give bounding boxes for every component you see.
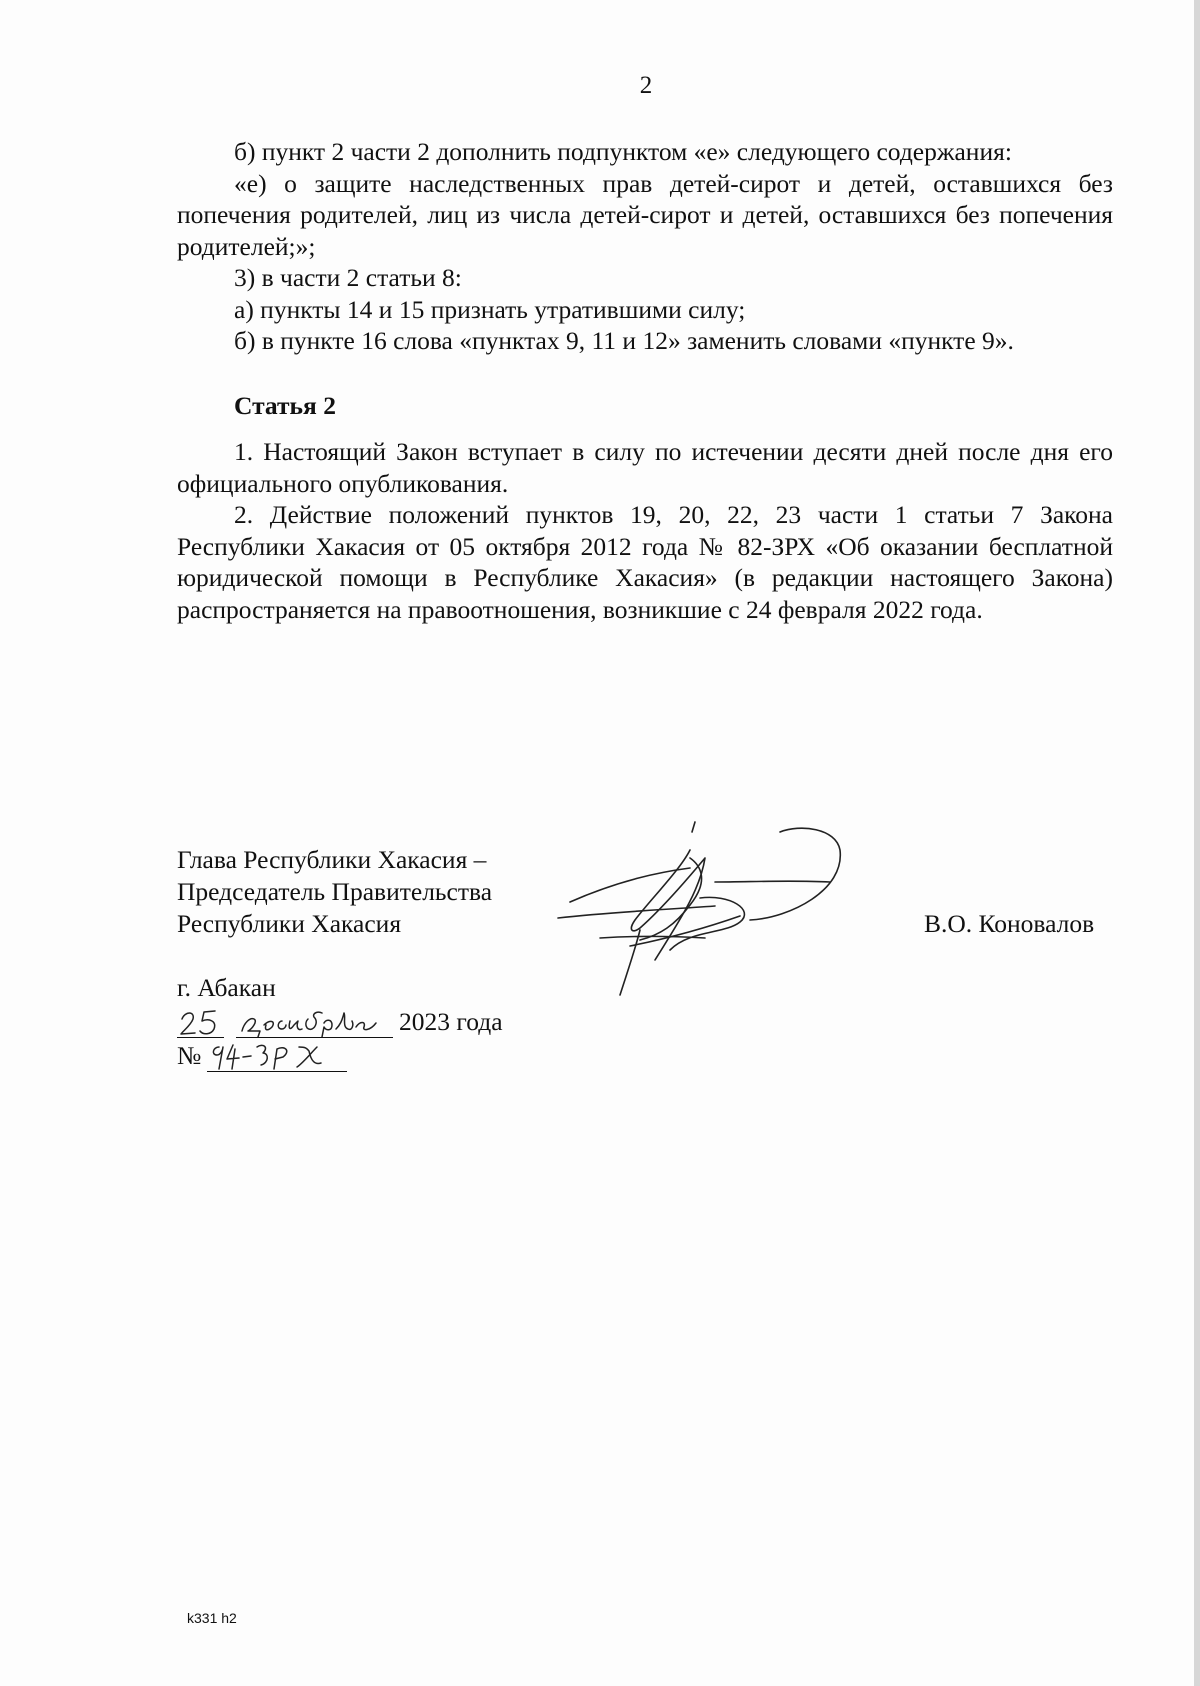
signatory-name: В.О. Коновалов [924, 909, 1095, 938]
paragraph: 2. Действие положений пунктов 19, 20, 22, 23 части 1 статьи 7 Закона Республики Хакасия от 05 октября 2012 года № 82-ЗРХ «Об оказании бесплатной юридической помощи в Республике Хакасия» (в редакции настоящего Закона) распространяется на правоотношения, возникшие с 24 февраля 2022 года. [177, 500, 1113, 624]
handwritten-month [236, 1007, 393, 1038]
law-number-row [177, 1038, 503, 1072]
handwritten-month-ink [236, 1007, 393, 1037]
handwritten-law-number [207, 1041, 347, 1072]
place-date-number [177, 972, 503, 1072]
signatory-position-line: Глава Республики Хакасия – [177, 845, 487, 874]
place-of-signing: г. Абакан [177, 973, 276, 1002]
paragraph: б) в пункте 16 слова «пунктах 9, 11 и 12» заменить словами «пункте 9». [234, 326, 1014, 355]
handwritten-law-number-ink [207, 1041, 347, 1071]
signatory-position-line: Председатель Правительства [177, 877, 493, 906]
date-row [177, 1004, 503, 1038]
paragraph: 1. Настоящий Закон вступает в силу по истечении десяти дней после дня его официального опубликования. [177, 437, 1113, 498]
document-body [177, 136, 1113, 625]
page-number: 2 [639, 72, 653, 99]
paragraph: б) пункт 2 части 2 дополнить подпунктом «е» следующего содержания: [234, 137, 1012, 166]
law-number-prefix: № [177, 1041, 202, 1070]
article-heading: Статья 2 [234, 390, 336, 420]
date-year: 2023 года [399, 1007, 503, 1036]
paragraph: «е) о защите наследственных прав детей-сирот и детей, оставшихся без попечения родителей, лиц из числа детей-сирот и детей, оставшихся без попечения родителей;»; [177, 168, 1113, 261]
paragraph: 3) в части 2 статьи 8: [234, 263, 462, 292]
handwritten-signature [540, 810, 880, 1000]
signatory-position [177, 844, 492, 940]
paragraph: а) пункты 14 и 15 признать утратившими силу; [234, 294, 746, 324]
signatory-position-line: Республики Хакасия [177, 909, 402, 938]
footer-document-code: k331 h2 [187, 1610, 237, 1626]
handwritten-day-ink [177, 1007, 224, 1037]
handwritten-day [177, 1007, 224, 1038]
